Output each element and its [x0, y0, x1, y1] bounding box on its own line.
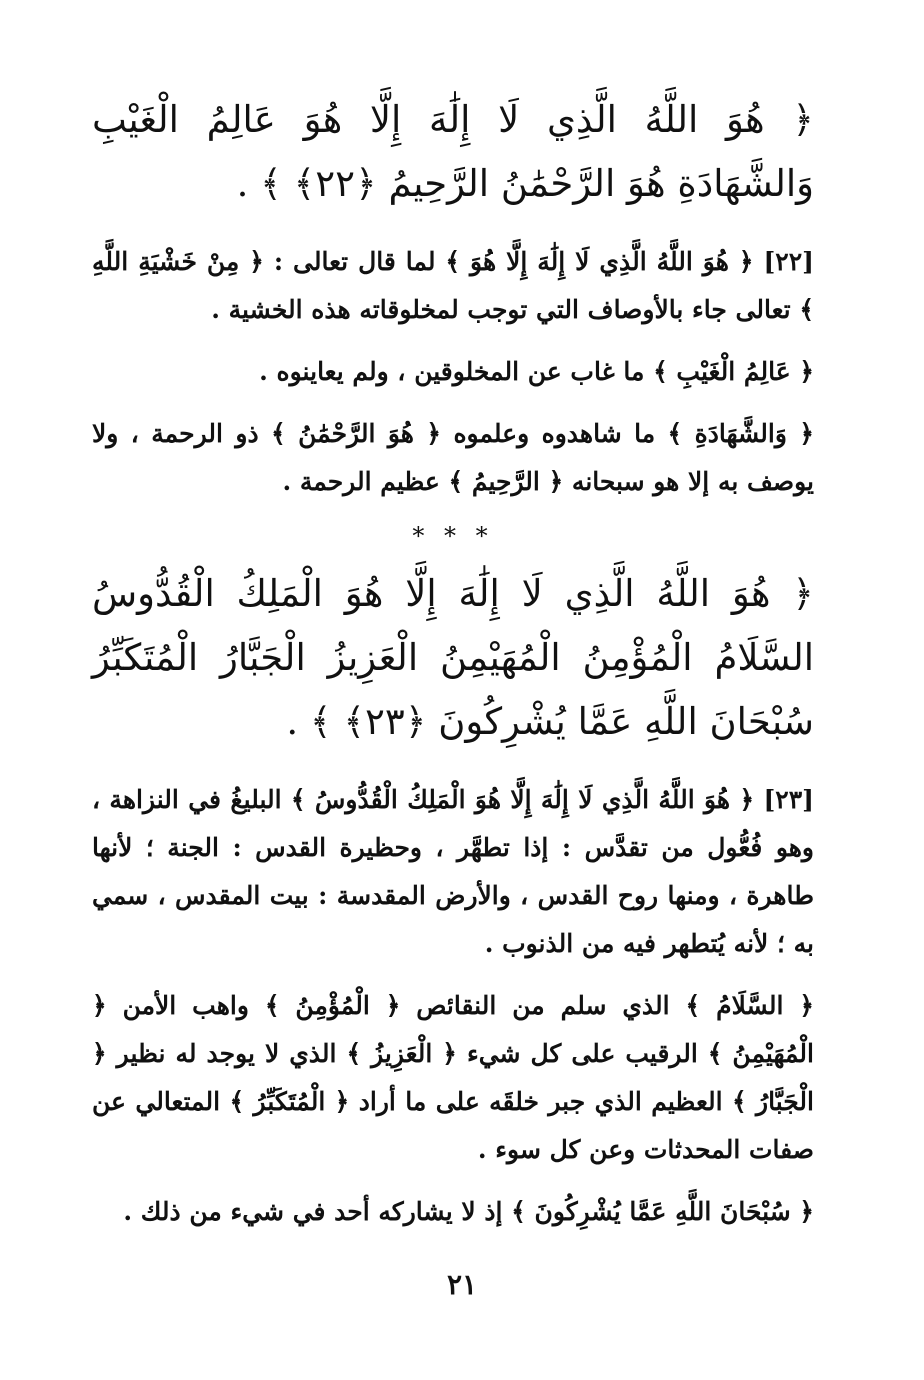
commentary-23-paragraph-1: [٢٣] ﴿ هُوَ اللَّهُ الَّذِي لَا إِلَٰهَ إِلَّا هُوَ الْمَلِكُ الْقُدُّوسُ ﴾ البليغُ في النزاهة ، وهو فُعُّول من تقدَّس : إذا تطهَّر ، وحظيرة القدس : الجنة ؛ لأنها طاهرة ، ومنها روح القدس ، والأرض المقدسة : بيت المقدس ، سمي به ؛ لأنه يُتطهر فيه من الذنوب . — [92, 785, 814, 958]
page-number: ٢١ — [446, 1268, 478, 1301]
commentary-23-paragraph-3: ﴿ سُبْحَانَ اللَّهِ عَمَّا يُشْرِكُونَ ﴾ إذ لا يشاركه أحد في شيء من ذلك . — [123, 1197, 814, 1226]
commentary-23-paragraph-2: ﴿ السَّلَامُ ﴾ الذي سلم من النقائص ﴿ الْمُؤْمِنُ ﴾ واهب الأمن ﴿ الْمُهَيْمِنُ ﴾ الرقيب على كل شيء ﴿ الْعَزِيزُ ﴾ الذي لا يوجد له نظير ﴿ الْجَبَّارُ ﴾ العظيم الذي جبر خلقَه على ما أراد ﴿ الْمُتَكَبِّرُ ﴾ المتعالي عن صفات المحدثات وعن كل سوء . — [92, 991, 814, 1164]
verse-23: ﴿ هُوَ اللَّهُ الَّذِي لَا إِلَٰهَ إِلَّا هُوَ الْمَلِكُ الْقُدُّوسُ السَّلَامُ الْمُؤْمِنُ الْمُهَيْمِنُ الْعَزِيزُ الْجَبَّارُ الْمُتَكَبِّرُ سُبْحَانَ اللَّهِ عَمَّا يُشْرِكُونَ ﴿٢٣﴾ ﴾ . — [92, 572, 814, 743]
commentary-22-paragraph-3: ﴿ وَالشَّهَادَةِ ﴾ ما شاهدوه وعلموه ﴿ هُوَ الرَّحْمَٰنُ ﴾ ذو الرحمة ، ولا يوصف به إلا هو سبحانه ﴿ الرَّحِيمُ ﴾ عظيم الرحمة . — [92, 419, 814, 496]
verse-22: ﴿ هُوَ اللَّهُ الَّذِي لَا إِلَٰهَ إِلَّا هُوَ عَالِمُ الْغَيْبِ وَالشَّهَادَةِ هُوَ الرَّحْمَٰنُ الرَّحِيمُ ﴿٢٢﴾ ﴾ . — [92, 98, 814, 205]
commentary-22-paragraph-1: [٢٢] ﴿ هُوَ اللَّهُ الَّذِي لَا إِلَٰهَ إِلَّا هُوَ ﴾ لما قال تعالى : ﴿ مِنْ خَشْيَةِ اللَّهِ ﴾ تعالى جاء بالأوصاف التي توجب لمخلوقاته هذه الخشية . — [92, 247, 814, 324]
commentary-22-paragraph-2: ﴿ عَالِمُ الْغَيْبِ ﴾ ما غاب عن المخلوقين ، ولم يعاينوه . — [259, 357, 814, 386]
section-separator: * * * — [412, 522, 494, 550]
